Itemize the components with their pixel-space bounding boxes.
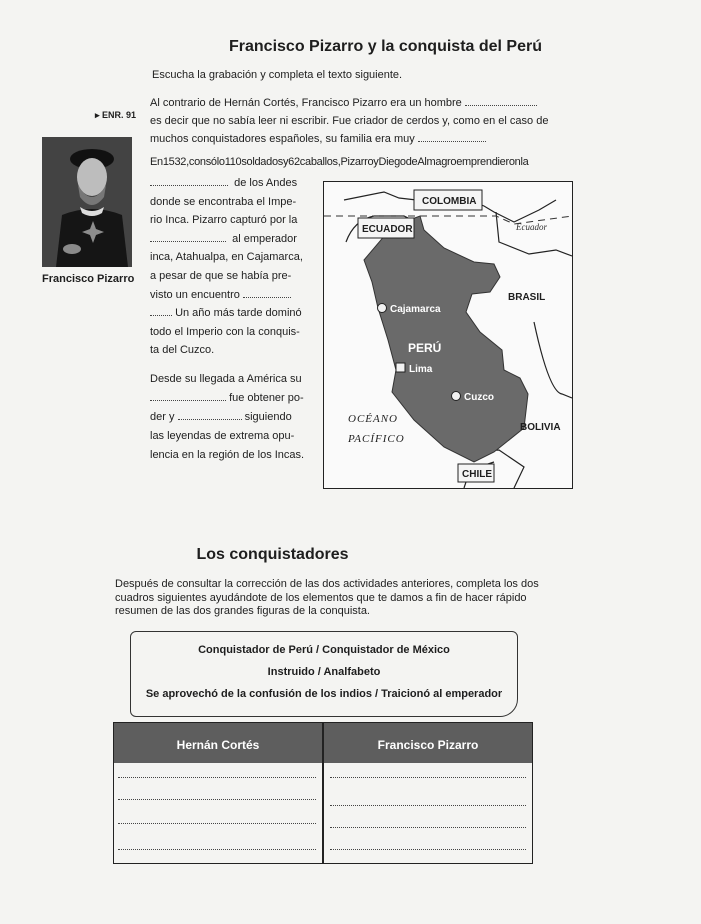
header-francisco-pizarro: Francisco Pizarro	[324, 723, 532, 763]
text-line: donde se encontraba el Impe-	[150, 195, 297, 208]
answer-line[interactable]	[330, 805, 526, 806]
answer-line[interactable]	[330, 827, 526, 828]
label-colombia: COLOMBIA	[422, 196, 477, 207]
blank-field[interactable]	[150, 390, 226, 401]
text-line: visto un encuentro	[150, 288, 240, 301]
label-peru: PERÚ	[408, 341, 442, 355]
text-line: inca, Atahualpa, en Cajamarca,	[150, 251, 303, 264]
word-bank-line: Conquistador de Perú / Conquistador de México	[198, 644, 450, 656]
blank-field[interactable]	[150, 175, 228, 186]
portrait-caption: Francisco Pizarro	[42, 273, 135, 285]
text-line: rio Inca. Pizarro capturó por la	[150, 214, 298, 227]
blank-field[interactable]	[418, 131, 486, 142]
comparison-table	[113, 722, 533, 864]
text-line: al emperador	[232, 232, 297, 245]
header-hernan-cortes: Hernán Cortés	[114, 723, 322, 763]
word-bank-line: Se aprovechó de la confusión de los indios / Traicionó al emperador	[145, 688, 503, 700]
column-divider	[322, 723, 324, 863]
summary-instructions: Después de consultar la corrección de las dos actividades anteriores, completa los dos cuadros siguientes ayudándote de los elementos que te damos a fin de hacer rápido resumen de las dos grandes figuras de la conquista.	[115, 578, 539, 617]
text-line: de los Andes	[234, 177, 298, 189]
text-line: Al contrario de Hernán Cortés, Francisco Pizarro era un hombre	[150, 97, 462, 109]
text-line: Desde su llegada a América su	[150, 373, 302, 385]
text-line: es decir que no sabía leer ni escribir. Fue criador de cerdos y, como en el caso de	[150, 115, 549, 127]
answer-line[interactable]	[330, 849, 526, 850]
label-ecuador: ECUADOR	[362, 224, 413, 235]
label-cuzco: Cuzco	[464, 392, 494, 403]
label-bolivia: BOLIVIA	[520, 422, 561, 433]
text-column-b	[150, 370, 310, 465]
label-cajamarca: Cajamarca	[390, 304, 441, 315]
label-brasil: BRASIL	[508, 292, 546, 303]
answer-line[interactable]	[118, 823, 316, 824]
pizarro-portrait	[42, 137, 132, 267]
page-title: Francisco Pizarro y la conquista del Perú	[229, 38, 542, 55]
label-equator-line: Ecuador	[516, 222, 547, 232]
text-line: siguiendo	[244, 411, 292, 423]
text-line: der y	[150, 411, 175, 423]
text-line: muchos conquistadores españoles, su familia era muy	[150, 133, 415, 145]
label-lima: Lima	[409, 364, 433, 375]
paragraph-intro	[150, 94, 580, 148]
blank-field[interactable]	[178, 409, 242, 420]
blank-field[interactable]	[150, 305, 172, 316]
answer-line[interactable]	[118, 777, 316, 778]
answer-line[interactable]	[118, 849, 316, 850]
text-line: las leyendas de extrema opu-	[150, 430, 295, 442]
audio-track-tag: ▸ ENR. 91	[95, 110, 137, 120]
section-title: Los conquistadores	[196, 546, 349, 563]
paragraph-conquest: En1532,consólo110soldadosy62caballos,PizarroyDiegodeAlmagroemprendieronla	[150, 156, 529, 168]
blank-field[interactable]	[150, 231, 226, 242]
peru-country-shape	[364, 216, 528, 462]
word-bank-line: Instruido / Analfabeto	[267, 666, 381, 678]
text-column-a	[150, 174, 310, 360]
answer-line[interactable]	[330, 777, 526, 778]
label-oceano: OCÉANO	[348, 413, 398, 425]
blank-field[interactable]	[243, 287, 291, 298]
label-chile: CHILE	[462, 469, 492, 480]
word-bank-box	[130, 631, 518, 717]
instructions: Escucha la grabación y completa el texto siguiente.	[152, 69, 403, 81]
peru-map	[323, 181, 573, 489]
text-line: ta del Cuzco.	[150, 344, 215, 357]
text-line: a pesar de que se había pre-	[150, 269, 292, 282]
answer-line[interactable]	[118, 799, 316, 800]
text-line: Un año más tarde dominó	[175, 307, 302, 320]
text-line: todo el Imperio con la conquis-	[150, 325, 300, 338]
blank-field[interactable]	[465, 95, 537, 106]
text-line: fue obtener po-	[229, 392, 304, 404]
text-line: lencia en la región de los Incas.	[150, 449, 305, 461]
label-pacifico: PACÍFICO	[348, 433, 405, 445]
